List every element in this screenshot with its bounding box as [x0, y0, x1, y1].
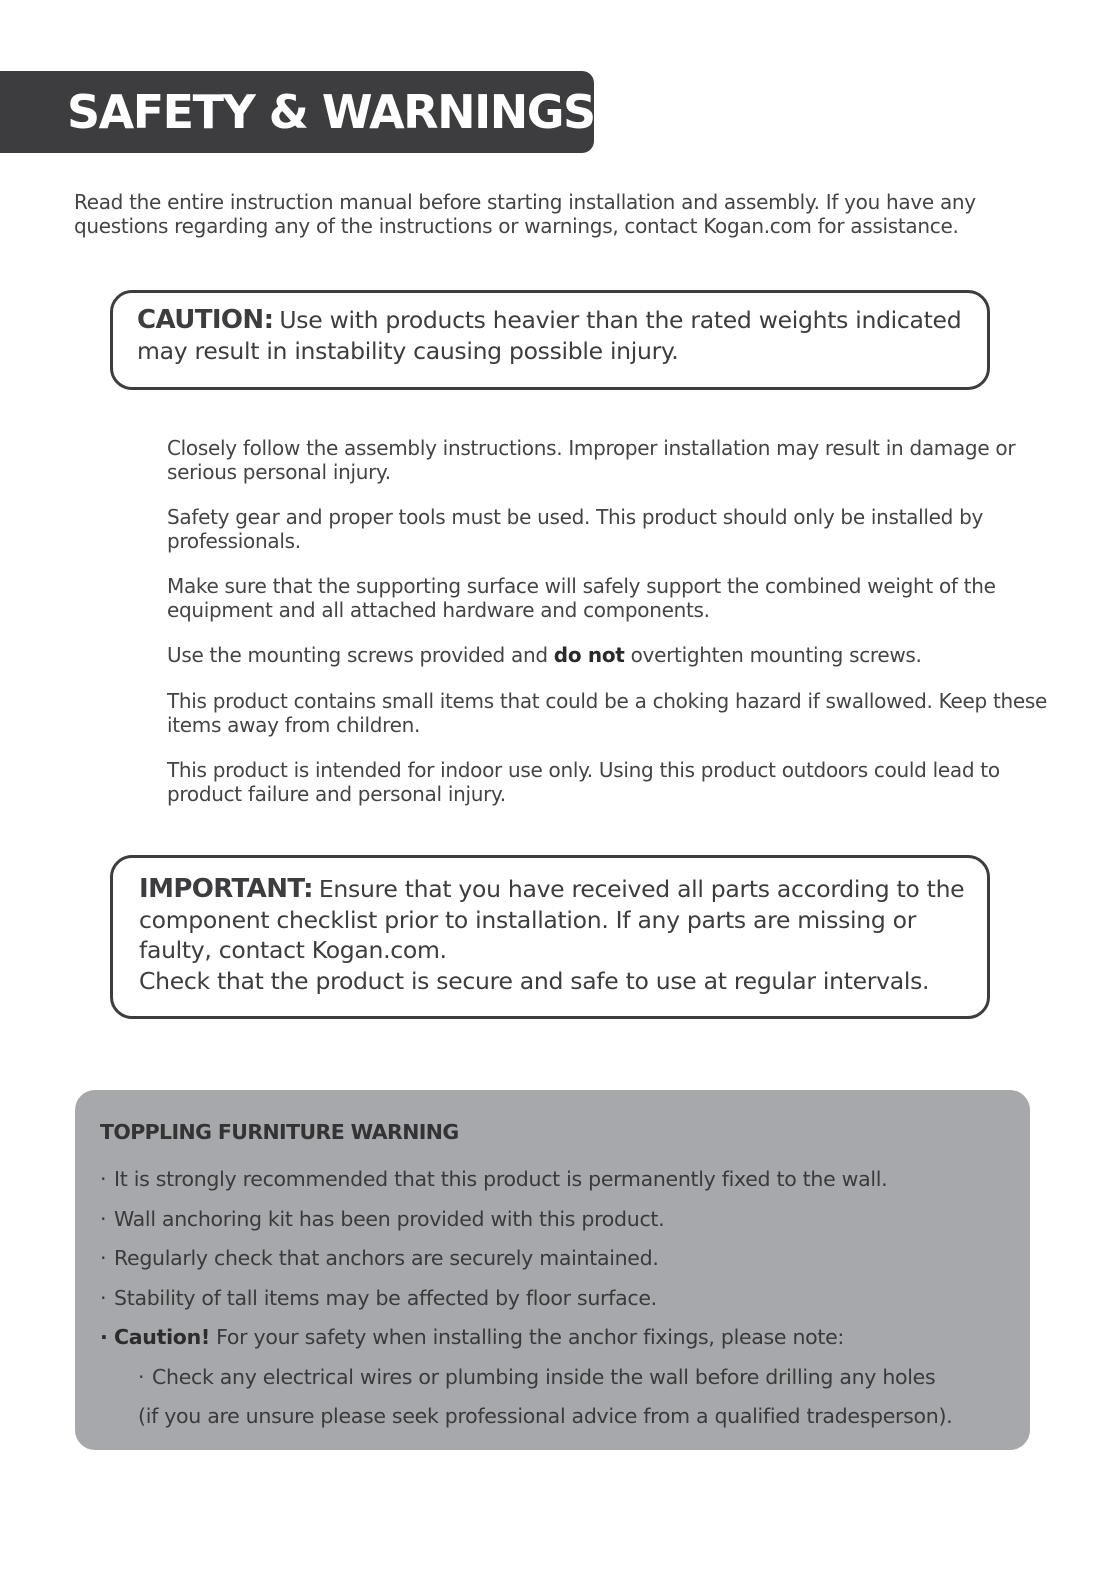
toppling-warning-list	[100, 1160, 1010, 1437]
bullet-dot-icon: ·	[100, 1285, 107, 1310]
instruction-item-screws	[167, 643, 1047, 667]
toppling-caution-label: Caution!	[114, 1325, 210, 1349]
instruction-screws-before: Use the mounting screws provided and	[167, 643, 548, 667]
instruction-item: Make sure that the supporting surface will safely support the combined weight of the equipment and all attached hardware and components.	[167, 574, 996, 622]
toppling-warning-item-text: Regularly check that anchors are securely maintained.	[114, 1246, 659, 1270]
toppling-warning-item-text: Stability of tall items may be affected by floor surface.	[114, 1285, 657, 1310]
page-title: SAFETY & WARNINGS	[67, 85, 595, 139]
toppling-warning-item	[100, 1200, 1010, 1240]
bullet-dot-icon: ·	[138, 1364, 145, 1389]
caution-box	[110, 290, 990, 390]
toppling-warning-sub-item	[100, 1358, 1010, 1398]
instruction-screws-emphasis: do not	[553, 643, 625, 667]
toppling-warning-caution	[100, 1318, 1010, 1358]
toppling-warning-sub-item-continued: (if you are unsure please seek professional advice from a qualified tradesperson).	[138, 1404, 953, 1428]
important-text	[139, 874, 967, 966]
important-body: Ensure that you have received all parts according to the component checklist prior to installation. If any parts are missing or faulty, contact Kogan.com.	[139, 875, 965, 964]
bullet-dot-icon: ·	[100, 1325, 108, 1349]
toppling-sub-item-text: Check any electrical wires or plumbing inside the wall before drilling any holes	[152, 1364, 936, 1389]
caution-label: CAUTION:	[137, 305, 274, 335]
instruction-screws-after: overtighten mounting screws.	[630, 643, 922, 667]
caution-text	[137, 305, 967, 366]
instruction-item: This product contains small items that could be a choking hazard if swallowed. Keep these items away from children.	[167, 689, 1048, 737]
instruction-item: Closely follow the assembly instructions. Improper installation may result in damage or serious personal injury.	[167, 436, 1016, 484]
toppling-warning-item-text: Wall anchoring kit has been provided with this product.	[114, 1206, 665, 1231]
toppling-caution-text: For your safety when installing the anchor fixings, please note:	[216, 1325, 845, 1349]
toppling-warning-panel	[75, 1090, 1030, 1450]
caution-body: Use with products heavier than the rated weights indicated may result in instability causing possible injury.	[137, 306, 962, 365]
instruction-list	[167, 436, 1047, 827]
intro-paragraph: Read the entire instruction manual before starting installation and assembly. If you have any questions regarding any of the instructions or warnings, contact Kogan.com for assistance.	[74, 190, 976, 238]
instruction-item: Safety gear and proper tools must be used. This product should only be installed by professionals.	[167, 505, 984, 553]
toppling-warning-item	[100, 1279, 1010, 1319]
important-text-2: Check that the product is secure and safe to use at regular intervals.	[139, 966, 930, 995]
important-label: IMPORTANT:	[139, 874, 313, 904]
toppling-warning-item	[100, 1160, 1010, 1200]
bullet-dot-icon: ·	[100, 1206, 107, 1231]
important-box	[110, 855, 990, 1019]
bullet-dot-icon: ·	[100, 1246, 107, 1270]
instruction-item: This product is intended for indoor use only. Using this product outdoors could lead to product failure and personal injury.	[167, 758, 1000, 806]
section-header-banner	[0, 71, 594, 153]
bullet-dot-icon: ·	[100, 1167, 107, 1191]
toppling-warning-item	[100, 1239, 1010, 1279]
toppling-warning-title: TOPPLING FURNITURE WARNING	[100, 1120, 459, 1144]
toppling-warning-item-text: It is strongly recommended that this product is permanently fixed to the wall.	[114, 1167, 888, 1191]
